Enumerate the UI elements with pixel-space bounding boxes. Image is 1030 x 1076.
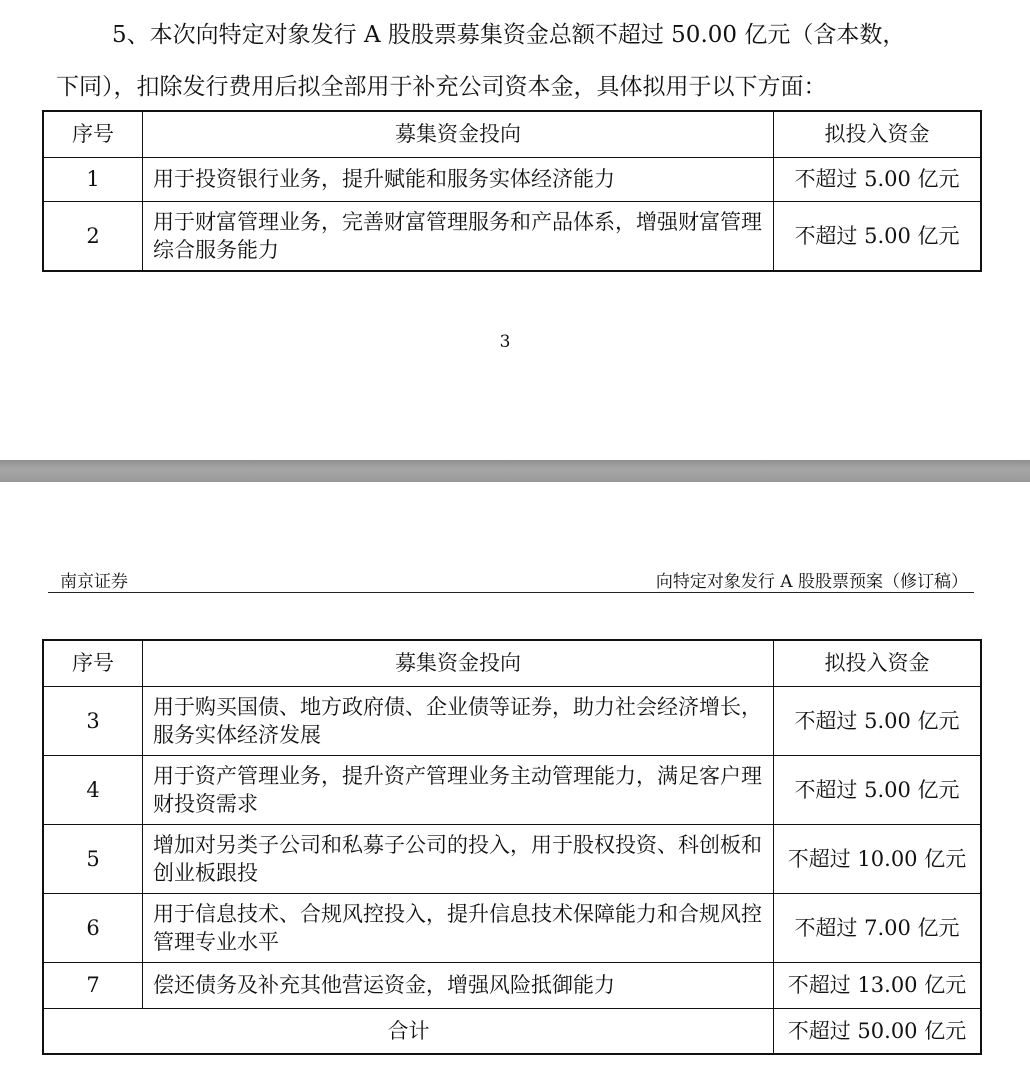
row-direction: 偿还债务及补充其他营运资金，增强风险抵御能力 — [143, 962, 774, 1008]
table-row — [43, 893, 981, 962]
row-direction: 用于信息技术、合规风控投入，提升信息技术保障能力和合规风控管理专业水平 — [143, 893, 774, 962]
row-amount: 不超过 10.00 亿元 — [774, 824, 982, 893]
header-no: 序号 — [43, 111, 143, 157]
row-no: 5 — [43, 824, 143, 893]
fund-allocation-table-part-2 — [42, 639, 982, 1055]
total-label: 合计 — [43, 1008, 774, 1054]
page-header-document-title: 向特定对象发行 A 股股票预案（修订稿） — [655, 572, 968, 592]
page-separator — [0, 460, 1030, 482]
row-amount: 不超过 5.00 亿元 — [774, 157, 982, 201]
row-amount: 不超过 5.00 亿元 — [774, 686, 982, 755]
table-header-row — [43, 640, 981, 686]
row-no: 3 — [43, 686, 143, 755]
table-row — [43, 824, 981, 893]
paragraph-line-1: 5、本次向特定对象发行 A 股股票募集资金总额不超过 50.00 亿元（含本数， — [112, 22, 906, 48]
table-row — [43, 755, 981, 824]
row-direction: 用于资产管理业务，提升资产管理业务主动管理能力，满足客户理财投资需求 — [143, 755, 774, 824]
header-direction: 募集资金投向 — [143, 640, 774, 686]
row-amount: 不超过 7.00 亿元 — [774, 893, 982, 962]
table-row — [43, 201, 981, 271]
fund-allocation-table-part-1 — [42, 110, 982, 272]
row-no: 1 — [43, 157, 143, 201]
table-total-row — [43, 1008, 981, 1054]
row-no: 2 — [43, 201, 143, 271]
page-number: 3 — [499, 332, 511, 352]
table-row — [43, 686, 981, 755]
row-no: 4 — [43, 755, 143, 824]
row-direction: 用于购买国债、地方政府债、企业债等证券，助力社会经济增长，服务实体经济发展 — [143, 686, 774, 755]
row-amount: 不超过 13.00 亿元 — [774, 962, 982, 1008]
row-direction: 增加对另类子公司和私募子公司的投入，用于股权投资、科创板和创业板跟投 — [143, 824, 774, 893]
page-header-company: 南京证券 — [60, 572, 128, 592]
page-header-rule — [48, 592, 974, 593]
total-amount: 不超过 50.00 亿元 — [774, 1008, 982, 1054]
table-header-row — [43, 111, 981, 157]
header-direction: 募集资金投向 — [143, 111, 774, 157]
row-no: 6 — [43, 893, 143, 962]
table-row — [43, 157, 981, 201]
row-direction: 用于财富管理业务，完善财富管理服务和产品体系，增强财富管理综合服务能力 — [143, 201, 774, 271]
row-amount: 不超过 5.00 亿元 — [774, 755, 982, 824]
paragraph-line-2: 下同），扣除发行费用后拟全部用于补充公司资本金，具体拟用于以下方面： — [56, 74, 827, 100]
header-amount: 拟投入资金 — [774, 640, 982, 686]
header-no: 序号 — [43, 640, 143, 686]
table-row — [43, 962, 981, 1008]
header-amount: 拟投入资金 — [774, 111, 982, 157]
row-no: 7 — [43, 962, 143, 1008]
row-direction: 用于投资银行业务，提升赋能和服务实体经济能力 — [143, 157, 774, 201]
row-amount: 不超过 5.00 亿元 — [774, 201, 982, 271]
